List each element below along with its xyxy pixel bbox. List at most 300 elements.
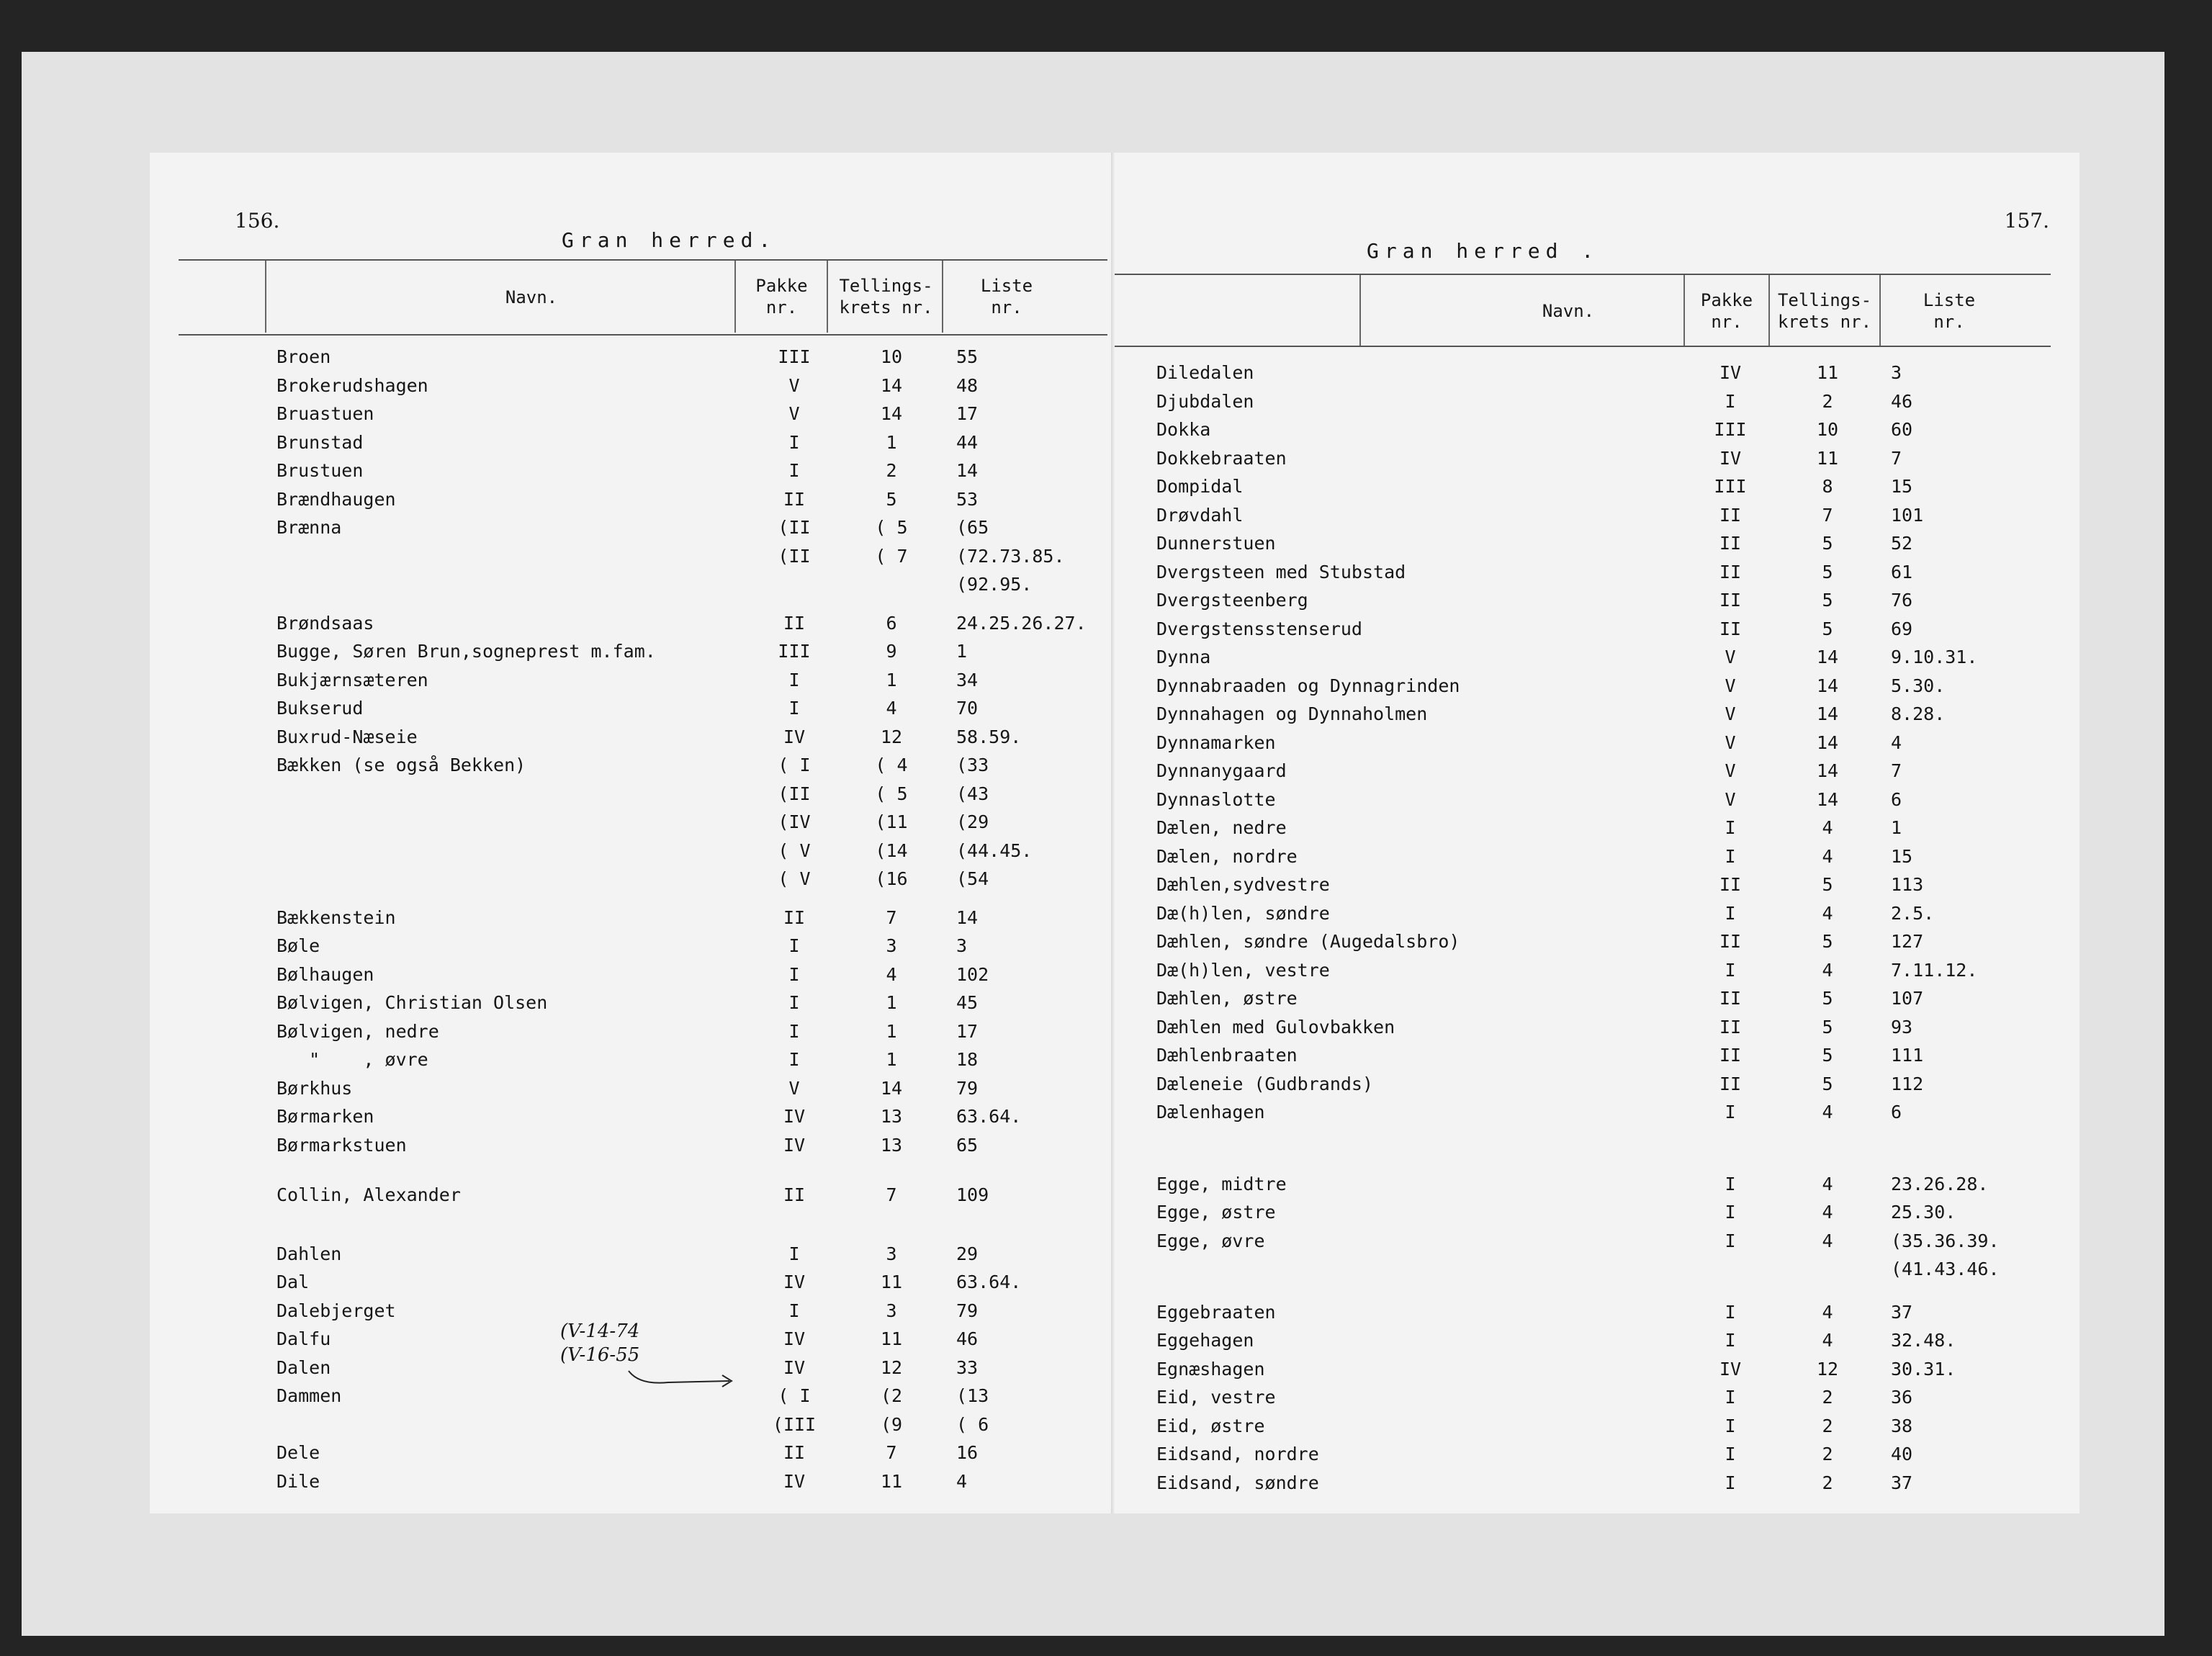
krets-cell: 5 <box>1822 561 1833 582</box>
table-row <box>1115 1230 2080 1253</box>
krets-cell: ( 7 <box>875 545 908 567</box>
table-row <box>1115 845 2080 868</box>
liste-cell: 101 <box>1891 504 1924 526</box>
krets-cell: (2 <box>880 1385 903 1406</box>
liste-cell: 60 <box>1891 419 1913 440</box>
liste-cell: 38 <box>1891 1415 1913 1436</box>
pakke-cell: I <box>1725 817 1736 838</box>
krets-cell: 5 <box>1822 931 1833 952</box>
liste-cell: 14 <box>956 906 979 928</box>
pakke-cell: (II <box>778 783 811 804</box>
liste-cell: 23.26.28. <box>1891 1173 1989 1194</box>
table-row <box>1115 1016 2080 1039</box>
krets-cell: 14 <box>1816 732 1839 753</box>
krets-cell: 10 <box>880 346 903 367</box>
table-row <box>150 754 1115 777</box>
table-row <box>1115 1201 2080 1224</box>
header-bottom-rule <box>179 334 1107 336</box>
krets-cell: 4 <box>1822 902 1833 924</box>
pakke-cell: ( I <box>778 755 811 775</box>
krets-cell: 6 <box>886 612 897 634</box>
table-row <box>150 840 1115 863</box>
liste-cell: 45 <box>956 992 979 1013</box>
pakke-cell: I <box>788 1049 800 1070</box>
krets-cell: 2 <box>1822 1444 1833 1464</box>
krets-cell: 4 <box>1822 845 1833 867</box>
table-row <box>150 811 1115 834</box>
table-row <box>1115 361 2080 384</box>
krets-cell: 8 <box>1822 476 1833 497</box>
table-row <box>150 1441 1115 1464</box>
pakke-cell: IV <box>783 1328 806 1349</box>
liste-cell: 5.30. <box>1891 675 1946 696</box>
header-navn: Navn. <box>1542 301 1595 321</box>
table-row <box>150 1470 1115 1493</box>
right-page <box>1115 153 2080 1513</box>
pakke-cell: III <box>1714 476 1747 497</box>
krets-cell: 14 <box>1816 675 1839 696</box>
table-row <box>150 1048 1115 1071</box>
name-cell: Eidsand, søndre <box>1156 1472 1319 1493</box>
table-row <box>1115 532 2080 555</box>
pakke-cell: II <box>1719 533 1742 554</box>
name-cell: Dæhlen, søndre (Augedalsbro) <box>1156 931 1460 952</box>
pakke-cell: I <box>788 669 800 690</box>
liste-cell: (44.45. <box>956 840 1033 861</box>
table-row <box>150 346 1115 369</box>
liste-cell: 53 <box>956 488 979 510</box>
liste-cell: 52 <box>1891 533 1913 554</box>
name-cell: Bøle <box>276 935 320 956</box>
table-row <box>1115 475 2080 498</box>
table-row <box>1115 959 2080 982</box>
pakke-cell: II <box>1719 988 1742 1009</box>
header-krets: Tellings- krets nr. <box>839 276 933 318</box>
krets-cell: (9 <box>880 1413 903 1435</box>
liste-cell: (41.43.46. <box>1891 1259 2000 1279</box>
name-cell: Dynna <box>1156 647 1211 667</box>
krets-cell: ( 4 <box>875 755 908 775</box>
name-cell: Dalebjerget <box>276 1300 396 1321</box>
pakke-cell: II <box>1719 874 1742 895</box>
liste-cell: (43 <box>956 783 989 804</box>
table-row <box>150 726 1115 749</box>
pakke-cell: I <box>1725 1472 1736 1493</box>
table-row <box>150 963 1115 986</box>
table-row <box>150 573 1115 596</box>
name-cell: Brøndsaas <box>276 612 374 634</box>
krets-cell: 7 <box>886 1184 897 1205</box>
liste-cell: 44 <box>956 431 979 453</box>
liste-cell: 8.28. <box>1891 703 1946 724</box>
krets-cell: 12 <box>880 1356 903 1378</box>
name-cell: " , øvre <box>276 1049 428 1070</box>
margin-note: (V-14-74 <box>560 1320 640 1342</box>
table-row <box>1115 561 2080 584</box>
krets-cell: 7 <box>886 906 897 928</box>
liste-cell: 79 <box>956 1300 979 1321</box>
pakke-cell: I <box>788 431 800 453</box>
table-row <box>150 1105 1115 1128</box>
name-cell: Dæ(h)len, vestre <box>1156 959 1330 981</box>
table-row <box>150 640 1115 663</box>
liste-cell: 46 <box>1891 390 1913 412</box>
krets-cell: 13 <box>880 1134 903 1156</box>
name-cell: Dele <box>276 1442 320 1463</box>
name-cell: Eggehagen <box>1156 1330 1254 1351</box>
krets-cell: 12 <box>1816 1358 1839 1380</box>
liste-cell: 17 <box>956 1020 979 1042</box>
krets-cell: (14 <box>875 840 908 861</box>
name-cell: Dæhlen med Gulovbakken <box>1156 1016 1395 1038</box>
name-cell: Dæhlenbraaten <box>1156 1045 1298 1066</box>
liste-cell: 15 <box>1891 476 1913 497</box>
pakke-cell: I <box>788 1020 800 1042</box>
liste-cell: 111 <box>1891 1045 1924 1066</box>
header-navn: Navn. <box>505 287 558 307</box>
pakke-cell: I <box>788 963 800 985</box>
name-cell: Diledalen <box>1156 362 1254 383</box>
liste-cell: 109 <box>956 1184 989 1205</box>
liste-cell: 25.30. <box>1891 1202 1956 1223</box>
name-cell: Dile <box>276 1470 320 1492</box>
liste-cell: 127 <box>1891 931 1924 952</box>
table-row <box>1115 930 2080 953</box>
table-row <box>150 1271 1115 1294</box>
name-cell: Dynnamarken <box>1156 732 1276 753</box>
liste-cell: 14 <box>956 460 979 481</box>
krets-cell: 1 <box>886 992 897 1013</box>
name-cell: Egnæshagen <box>1156 1358 1265 1380</box>
pakke-cell: II <box>1719 1073 1742 1094</box>
liste-cell: (92.95. <box>956 574 1033 595</box>
table-row <box>1115 390 2080 413</box>
liste-cell: 1 <box>1891 817 1902 838</box>
krets-cell: 1 <box>886 669 897 690</box>
name-cell: Dynnabraaden og Dynnagrinden <box>1156 675 1460 696</box>
name-cell: Bølvigen, nedre <box>276 1020 439 1042</box>
column-divider <box>942 261 943 333</box>
liste-cell: 63.64. <box>956 1272 1022 1292</box>
krets-cell: 5 <box>886 488 897 510</box>
liste-cell: (72.73.85. <box>956 545 1065 567</box>
table-row <box>1115 902 2080 925</box>
liste-cell: (13 <box>956 1385 989 1406</box>
krets-cell: 14 <box>1816 788 1839 810</box>
pakke-cell: IV <box>783 1106 806 1127</box>
krets-cell: 4 <box>1822 1330 1833 1351</box>
name-cell: Egge, østre <box>1156 1202 1276 1223</box>
krets-cell: 4 <box>1822 1301 1833 1323</box>
liste-cell: (54 <box>956 868 989 889</box>
pakke-cell: II <box>783 906 806 928</box>
krets-cell: 5 <box>1822 533 1833 554</box>
table-row <box>150 402 1115 426</box>
liste-cell: 69 <box>1891 618 1913 639</box>
krets-cell: 4 <box>1822 817 1833 838</box>
name-cell: Brænna <box>276 517 342 538</box>
pakke-cell: (II <box>778 517 811 538</box>
liste-cell: 113 <box>1891 874 1924 895</box>
pakke-cell: (IV <box>778 811 811 832</box>
krets-cell: 2 <box>1822 390 1833 412</box>
pakke-cell: I <box>1725 1173 1736 1194</box>
krets-cell: 14 <box>880 1077 903 1099</box>
pakke-cell: V <box>788 403 800 424</box>
krets-cell: 2 <box>1822 1472 1833 1493</box>
table-row <box>150 516 1115 539</box>
name-cell: Dahlen <box>276 1243 342 1264</box>
table-row <box>150 431 1115 454</box>
pakke-cell: I <box>788 698 800 719</box>
name-cell: Dvergsteen med Stubstad <box>1156 561 1406 582</box>
pakke-cell: IV <box>1719 447 1742 469</box>
pakke-cell: II <box>1719 1045 1742 1066</box>
krets-cell: 4 <box>1822 1173 1833 1194</box>
header-liste: Liste nr. <box>1923 290 1976 332</box>
pakke-cell: I <box>1725 902 1736 924</box>
name-cell: Dvergsteenberg <box>1156 590 1308 611</box>
name-cell: Bugge, Søren Brun,sogneprest m.fam. <box>276 641 656 662</box>
liste-cell: 15 <box>1891 845 1913 867</box>
krets-cell: 14 <box>1816 760 1839 781</box>
name-cell: Brændhaugen <box>276 488 396 510</box>
liste-cell: 102 <box>956 963 989 985</box>
table-row <box>150 935 1115 958</box>
krets-cell: 2 <box>1822 1415 1833 1436</box>
pakke-cell: ( I <box>778 1385 811 1406</box>
krets-cell: 3 <box>886 935 897 956</box>
pakke-cell: V <box>788 1077 800 1099</box>
pakke-cell: III <box>778 346 811 367</box>
liste-cell: 40 <box>1891 1444 1913 1464</box>
liste-cell: 3 <box>956 935 968 956</box>
name-cell: Børkhus <box>276 1077 353 1099</box>
krets-cell: 5 <box>1822 988 1833 1009</box>
table-row <box>1115 1301 2080 1324</box>
table-row <box>1115 788 2080 811</box>
name-cell: Dæleneie (Gudbrands) <box>1156 1073 1374 1094</box>
name-cell: Dælenhagen <box>1156 1102 1265 1122</box>
krets-cell: 4 <box>886 698 897 719</box>
liste-cell: 9.10.31. <box>1891 647 1978 667</box>
krets-cell: 12 <box>880 726 903 747</box>
liste-cell: (65 <box>956 517 989 538</box>
krets-cell: 14 <box>1816 647 1839 667</box>
name-cell: Dokkebraaten <box>1156 447 1287 469</box>
liste-cell: 7.11.12. <box>1891 959 1978 981</box>
krets-cell: 10 <box>1816 419 1839 440</box>
liste-cell: 32.48. <box>1891 1330 1956 1351</box>
margin-note: (V-16-55 <box>560 1344 640 1366</box>
krets-cell: 5 <box>1822 1073 1833 1094</box>
liste-cell: 61 <box>1891 561 1913 582</box>
pakke-cell: IV <box>783 726 806 747</box>
header-pakke: Pakke nr. <box>1700 290 1753 332</box>
krets-cell: 1 <box>886 1049 897 1070</box>
pakke-cell: IV <box>1719 362 1742 383</box>
krets-cell: 14 <box>880 403 903 424</box>
column-divider <box>827 261 828 333</box>
pakke-cell: I <box>788 992 800 1013</box>
liste-cell: 48 <box>956 374 979 396</box>
table-row <box>1115 418 2080 441</box>
krets-cell: 4 <box>886 963 897 985</box>
krets-cell: (16 <box>875 868 908 889</box>
krets-cell: 11 <box>1816 447 1839 469</box>
pakke-cell: II <box>783 488 806 510</box>
pakke-cell: ( V <box>778 840 811 861</box>
page-title: Gran herred . <box>1367 239 1600 263</box>
liste-cell: 17 <box>956 403 979 424</box>
krets-cell: 5 <box>1822 590 1833 611</box>
name-cell: Dalfu <box>276 1328 331 1349</box>
name-cell: Bækkenstein <box>276 906 396 928</box>
table-row <box>1115 873 2080 896</box>
krets-cell: 11 <box>880 1272 903 1292</box>
liste-cell: 24.25.26.27. <box>956 612 1087 634</box>
krets-cell: 7 <box>886 1442 897 1463</box>
krets-cell: 4 <box>1822 1202 1833 1223</box>
pakke-cell: IV <box>783 1272 806 1292</box>
pakke-cell: IV <box>783 1470 806 1492</box>
pakke-cell: I <box>1725 1301 1736 1323</box>
pakke-cell: II <box>1719 561 1742 582</box>
pakke-cell: V <box>788 374 800 396</box>
name-cell: Dynnahagen og Dynnaholmen <box>1156 703 1428 724</box>
liste-cell: 6 <box>1891 788 1902 810</box>
name-cell: Egge, midtre <box>1156 1173 1287 1194</box>
name-cell: Eid, vestre <box>1156 1387 1276 1408</box>
table-row <box>1115 1101 2080 1124</box>
header-top-rule <box>1115 274 2051 275</box>
pakke-cell: I <box>1725 1415 1736 1436</box>
krets-cell: 5 <box>1822 874 1833 895</box>
table-row <box>150 1184 1115 1207</box>
krets-cell: 14 <box>1816 703 1839 724</box>
table-row <box>1115 1258 2080 1281</box>
name-cell: Børmarken <box>276 1106 374 1127</box>
table-row <box>150 1243 1115 1266</box>
liste-cell: 46 <box>956 1328 979 1349</box>
column-divider <box>1359 275 1361 346</box>
name-cell: Bruastuen <box>276 403 374 424</box>
table-row <box>150 906 1115 930</box>
liste-cell: 55 <box>956 346 979 367</box>
pakke-cell: III <box>1714 419 1747 440</box>
table-row <box>1115 760 2080 783</box>
table-row <box>1115 987 2080 1010</box>
page-title: Gran herred. <box>562 228 777 252</box>
krets-cell: 1 <box>886 1020 897 1042</box>
table-row <box>1115 1386 2080 1409</box>
liste-cell: 93 <box>1891 1016 1913 1038</box>
liste-cell: 7 <box>1891 760 1902 781</box>
table-row <box>150 374 1115 397</box>
krets-cell: 4 <box>1822 1102 1833 1122</box>
pakke-cell: I <box>1725 1230 1736 1251</box>
pakke-cell: II <box>1719 931 1742 952</box>
table-row <box>150 1020 1115 1043</box>
pakke-cell: II <box>783 1442 806 1463</box>
krets-cell: 14 <box>880 374 903 396</box>
liste-cell: (29 <box>956 811 989 832</box>
liste-cell: 18 <box>956 1049 979 1070</box>
header-pakke: Pakke nr. <box>755 276 808 318</box>
table-row <box>150 697 1115 720</box>
liste-cell: 34 <box>956 669 979 690</box>
krets-cell: 9 <box>886 641 897 662</box>
table-row <box>1115 816 2080 840</box>
name-cell: Eidsand, nordre <box>1156 1444 1319 1464</box>
liste-cell: 65 <box>956 1134 979 1156</box>
liste-cell: 79 <box>956 1077 979 1099</box>
liste-cell: 4 <box>1891 732 1902 753</box>
pakke-cell: V <box>1725 675 1736 696</box>
pakke-cell: I <box>1725 845 1736 867</box>
name-cell: Bækken (se også Bekken) <box>276 755 526 775</box>
krets-cell: (11 <box>875 811 908 832</box>
pakke-cell: II <box>783 1184 806 1205</box>
name-cell: Bølhaugen <box>276 963 374 985</box>
pakke-cell: II <box>1719 590 1742 611</box>
page-number: 157. <box>2004 209 2049 233</box>
open-ledger <box>150 153 2080 1513</box>
krets-cell: 1 <box>886 431 897 453</box>
pakke-cell: III <box>778 641 811 662</box>
krets-cell: 5 <box>1822 1045 1833 1066</box>
table-row <box>150 1300 1115 1323</box>
table-row <box>1115 1329 2080 1352</box>
pakke-cell: I <box>1725 1444 1736 1464</box>
header-krets: Tellings- krets nr. <box>1777 290 1872 332</box>
krets-cell: 11 <box>880 1470 903 1492</box>
pakke-cell: I <box>1725 1102 1736 1122</box>
liste-cell: 7 <box>1891 447 1902 469</box>
table-row <box>1115 447 2080 470</box>
name-cell: Dokka <box>1156 419 1211 440</box>
name-cell: Dvergstensstenserud <box>1156 618 1362 639</box>
name-cell: Bølvigen, Christian Olsen <box>276 992 548 1013</box>
pakke-cell: II <box>1719 618 1742 639</box>
header-liste: Liste nr. <box>980 276 1033 318</box>
krets-cell: 4 <box>1822 959 1833 981</box>
table-row <box>150 612 1115 635</box>
liste-cell: 16 <box>956 1442 979 1463</box>
name-cell: Dælen, nedre <box>1156 817 1287 838</box>
liste-cell: 2.5. <box>1891 902 1935 924</box>
name-cell: Brokerudshagen <box>276 374 428 396</box>
table-row <box>150 991 1115 1014</box>
name-cell: Dynnaslotte <box>1156 788 1276 810</box>
name-cell: Dynnanygaard <box>1156 760 1287 781</box>
liste-cell: 70 <box>956 698 979 719</box>
liste-cell: 6 <box>1891 1102 1902 1122</box>
liste-cell: 33 <box>956 1356 979 1378</box>
pakke-cell: V <box>1725 760 1736 781</box>
table-row <box>1115 1443 2080 1466</box>
table-row <box>150 868 1115 891</box>
liste-cell: 30.31. <box>1891 1358 1956 1380</box>
table-row <box>150 545 1115 568</box>
liste-cell: ( 6 <box>956 1413 989 1435</box>
table-row <box>1115 1173 2080 1196</box>
pakke-cell: V <box>1725 732 1736 753</box>
liste-cell: 63.64. <box>956 1106 1022 1127</box>
name-cell: Dæ(h)len, søndre <box>1156 902 1330 924</box>
name-cell: Broen <box>276 346 331 367</box>
pakke-cell: I <box>1725 1330 1736 1351</box>
